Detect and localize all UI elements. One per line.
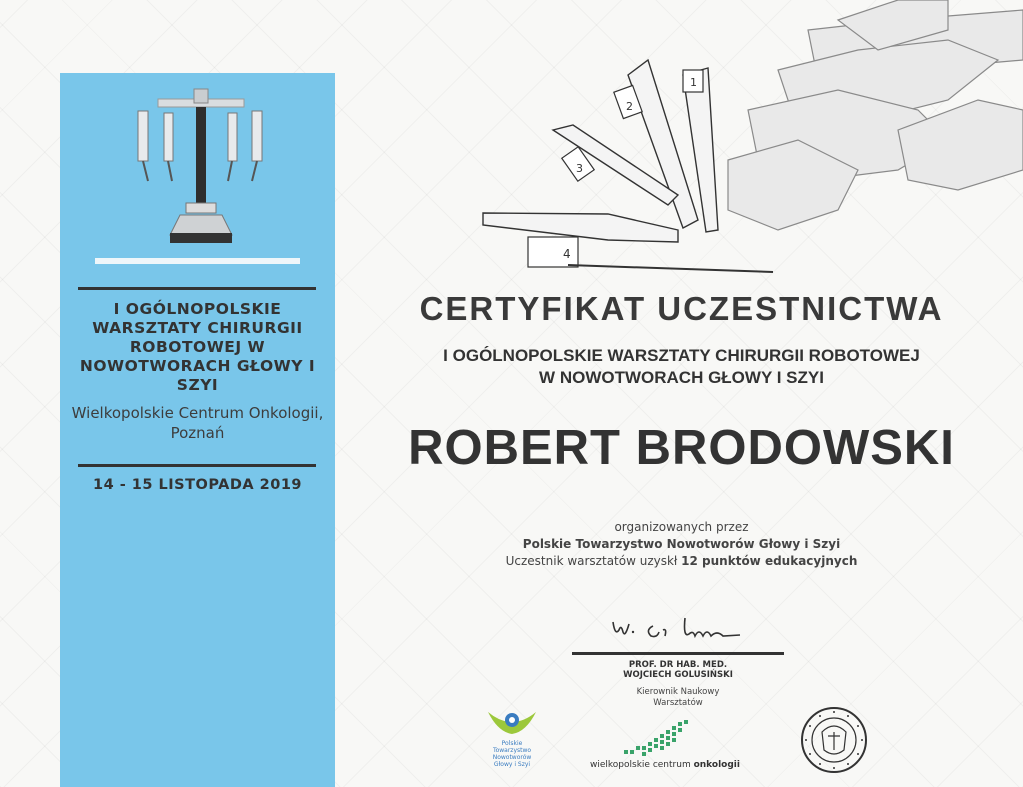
sidebar-workshop-title: I OGÓLNOPOLSKIE WARSZTATY CHIRURGII ROBOTOWEJ W NOWOTWORACH GŁOWY I SZYI <box>79 300 316 394</box>
robot-arm-number-2: 2 <box>626 100 633 113</box>
points-prefix: Uczestnik warsztatów uzyskł <box>505 554 678 568</box>
signature <box>605 608 755 644</box>
organized-by-label: organizowanych przez <box>614 520 749 534</box>
robot-image-base <box>95 258 300 264</box>
certificate-title: CERTYFIKAT UCZESTNICTWA <box>419 290 944 327</box>
points-line <box>340 553 1023 570</box>
wco-prefix: wielkopolskie centrum <box>590 760 694 770</box>
wco-logo-icon <box>620 718 700 758</box>
sidebar-rule-top <box>78 287 316 290</box>
wco-bold: onkologii <box>693 760 740 770</box>
sidebar-panel <box>60 73 335 787</box>
sidebar-dates: 14 - 15 LISTOPADA 2019 <box>93 477 302 493</box>
participant-name: ROBERT BRODOWSKI <box>408 421 955 475</box>
robot-arm-number-3: 3 <box>576 162 583 175</box>
role-line-1: Kierownik Naukowy <box>636 687 720 697</box>
surgical-robot-image <box>130 85 270 249</box>
ptn-line-4: Głowy i Szyi <box>493 761 531 768</box>
signatory-title: PROF. DR HAB. MED. <box>628 660 728 670</box>
robot-arms-illustration <box>478 0 1023 285</box>
organizer-block <box>340 519 1023 570</box>
ptn-logo-text <box>478 740 546 768</box>
ptn-line-2: Towarzystwo <box>492 747 532 754</box>
signature-line <box>572 652 784 655</box>
sidebar-rule-middle <box>78 464 316 467</box>
role-line-2: Warsztatów <box>653 698 703 708</box>
robot-arm-number-1: 1 <box>690 76 697 89</box>
robot-arm-number-4: 4 <box>563 247 571 261</box>
subtitle-line-2: W NOWOTWORACH GŁOWY I SZYI <box>539 368 824 387</box>
wco-logo-text <box>580 760 750 770</box>
university-seal-icon <box>800 706 868 774</box>
ptn-line-3: Nowotworów <box>492 754 532 761</box>
signatory-name <box>572 660 784 680</box>
points-value: 12 punktów edukacyjnych <box>681 554 858 568</box>
sidebar-center-name: Wielkopolskie Centrum Onkologii, Poznań <box>71 404 324 442</box>
ptn-line-1: Polskie <box>501 740 523 747</box>
subtitle-line-1: I OGÓLNOPOLSKIE WARSZTATY CHIRURGII ROBOTOWEJ <box>443 346 920 365</box>
signatory-role <box>572 687 784 709</box>
certificate-subtitle <box>340 345 1023 389</box>
ptn-logo-icon <box>484 708 540 738</box>
signatory-full-name: WOJCIECH GOLUSIŃSKI <box>623 670 733 680</box>
organizer-name: Polskie Towarzystwo Nowotworów Głowy i Szyi <box>522 537 841 551</box>
